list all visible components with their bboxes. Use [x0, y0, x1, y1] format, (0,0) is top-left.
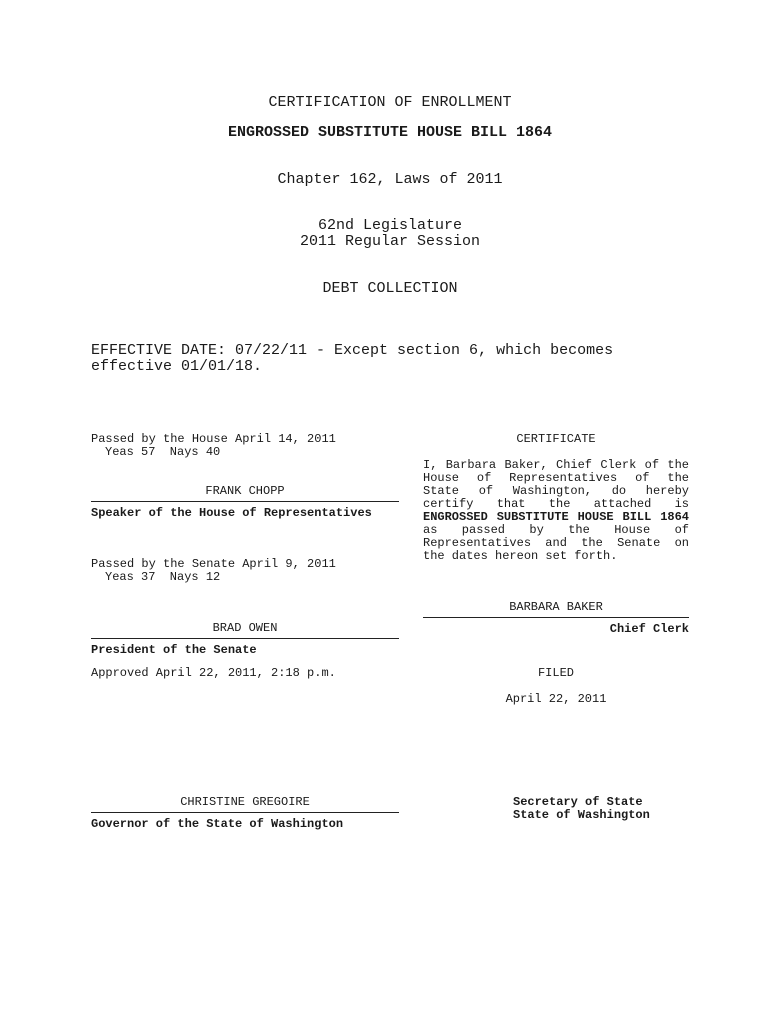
legislature-line: 62nd Legislature [317, 217, 463, 234]
chapter-line: Chapter 162, Laws of 2011 [277, 171, 503, 188]
senate-passed: Passed by the Senate April 9, 2011 [91, 557, 336, 571]
governor-signer: CHRISTINE GREGOIRE [180, 795, 310, 809]
certificate-bill-name: ENGROSSED SUBSTITUTE HOUSE BILL 1864 [423, 510, 689, 524]
filed-heading: FILED [537, 666, 574, 680]
house-signature-line [91, 501, 399, 502]
senate-signer: BRAD OWEN [212, 621, 278, 635]
certificate-text-before: I, Barbara Baker, Chief Clerk of the House of Representatives of the State of Washington, do hereby certify that the attached is [423, 458, 689, 511]
effective-date-line1: EFFECTIVE DATE: 07/22/11 - Except section 6, which becomes [91, 342, 614, 359]
house-signer-title: Speaker of the House of Representatives [91, 506, 372, 520]
certificate-heading: CERTIFICATE [516, 432, 596, 446]
certificate-text-after: as passed by the House of Representatives and the Senate on the dates hereon set forth. [423, 523, 689, 563]
clerk-signer: BARBARA BAKER [509, 600, 603, 614]
effective-date-line2: effective 01/01/18. [91, 358, 263, 375]
secretary-line1: Secretary of State [513, 795, 643, 809]
house-signer: FRANK CHOPP [205, 484, 285, 498]
filed-date: April 22, 2011 [505, 692, 607, 706]
house-passed: Passed by the House April 14, 2011 [91, 432, 336, 446]
senate-signature-line [91, 638, 399, 639]
certification-heading: CERTIFICATION OF ENROLLMENT [268, 94, 512, 111]
approved-line: Approved April 22, 2011, 2:18 p.m. [91, 666, 336, 680]
governor-signature-line [91, 812, 399, 813]
house-votes: Yeas 57 Nays 40 [105, 445, 221, 459]
clerk-signature-line [423, 617, 689, 618]
bill-subject: DEBT COLLECTION [322, 280, 458, 297]
bill-title: ENGROSSED SUBSTITUTE HOUSE BILL 1864 [227, 124, 553, 141]
governor-signer-title: Governor of the State of Washington [91, 817, 344, 831]
session-line: 2011 Regular Session [299, 233, 481, 250]
clerk-title: Chief Clerk [609, 622, 689, 636]
secretary-line2: State of Washington [513, 808, 650, 822]
senate-signer-title: President of the Senate [91, 643, 257, 657]
senate-votes: Yeas 37 Nays 12 [105, 570, 221, 584]
certificate-text [423, 459, 689, 563]
